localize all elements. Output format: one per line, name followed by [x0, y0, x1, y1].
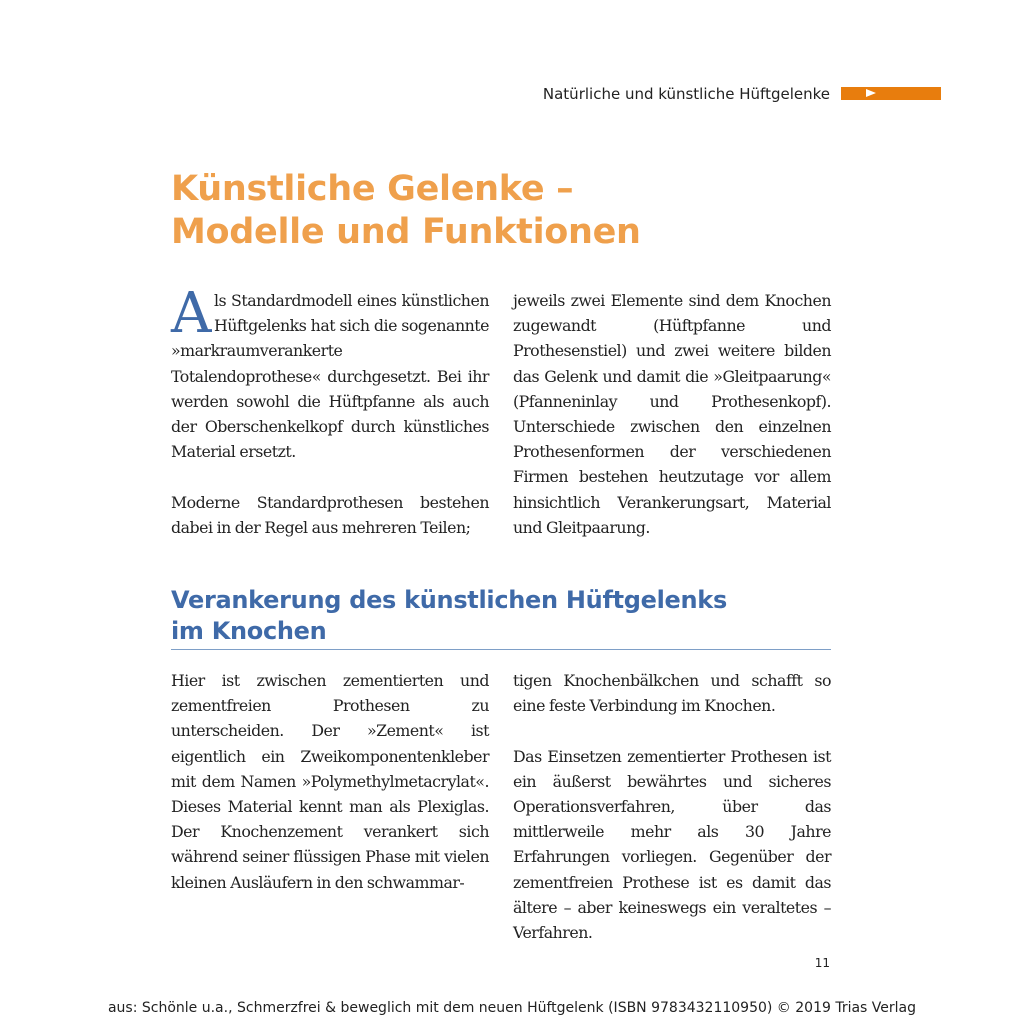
page-title — [171, 168, 831, 254]
section-left-column — [171, 668, 489, 895]
section-heading-line-2: im Knochen — [171, 617, 327, 645]
page-title-line-2: Modelle und Funktionen — [171, 212, 641, 252]
intro-paragraph-3: jeweils zwei Elemente sind dem Knochen zugewandt (Hüftpfanne und Prothesenstiel) und zwei weitere bilden das Gelenk und damit die »Gleitpaarung« (Pfanneninlay und Prothesenkopf). Unterschiede zwischen den einzelnen Prothesenformen der verschiedenen Firmen bestehen heutzutage vor allem hinsichtlich Verankerungsart, Material und Gleitpaarung. — [513, 291, 831, 537]
section-paragraph-2: tigen Knochenbälkchen und schafft so eine feste Verbindung im Knochen. — [513, 671, 831, 716]
intro-paragraph-1 — [171, 281, 489, 464]
running-header — [0, 84, 941, 104]
section-heading — [171, 585, 831, 650]
intro-right-column — [513, 288, 831, 540]
section-heading-line-1: Verankerung des künstlichen Hüftgelenks — [171, 586, 727, 614]
running-header-bar — [841, 87, 941, 100]
page-title-line-1: Künstliche Gelenke – — [171, 169, 574, 209]
intro-paragraph-1-text: ls Standardmodell eines künstlichen Hüftgelenks hat sich die sogenannte »markraumverankerte Totalendoprothese« durchgesetzt. Bei ihr werden sowohl die Hüftpfanne als auch der Oberschenkelkopf durch künstliches Material ersetzt. — [171, 291, 489, 462]
section-right-column — [513, 668, 831, 945]
triangle-right-icon — [866, 89, 876, 97]
source-footer: aus: Schönle u.a., Schmerzfrei & beweglich mit dem neuen Hüftgelenk (ISBN 9783432110950) © 2019 Trias Verlag — [107, 1000, 917, 1016]
running-header-title: Natürliche und künstliche Hüftgelenke — [542, 85, 830, 103]
intro-paragraph-2: Moderne Standardprothesen bestehen dabei in der Regel aus mehreren Teilen; — [171, 492, 489, 537]
drop-cap: A — [171, 281, 211, 346]
page-number: 11 — [814, 956, 830, 970]
section-paragraph-1: Hier ist zwischen zementierten und zementfreien Prothesen zu unterscheiden. Der »Zement« ist eigentlich ein Zweikomponentenkleber mit dem Namen »Polymethylmetacrylat«. Dieses Material kennt man als Plexiglas. Der Knochenzement verankert sich während seiner flüssigen Phase mit vielen kleinen Ausläufern in den schwammar- — [171, 671, 489, 892]
intro-left-column — [171, 281, 489, 540]
section-paragraph-3: Das Einsetzen zementierter Prothesen ist ein äußerst bewährtes und sicheres Operationsverfahren, über das mittlerweile mehr als 30 Jahre Erfahrungen vorliegen. Gegenüber der zementfreien Prothese ist es damit das ältere – aber keineswegs ein veraltetes – Verfahren. — [513, 746, 831, 943]
